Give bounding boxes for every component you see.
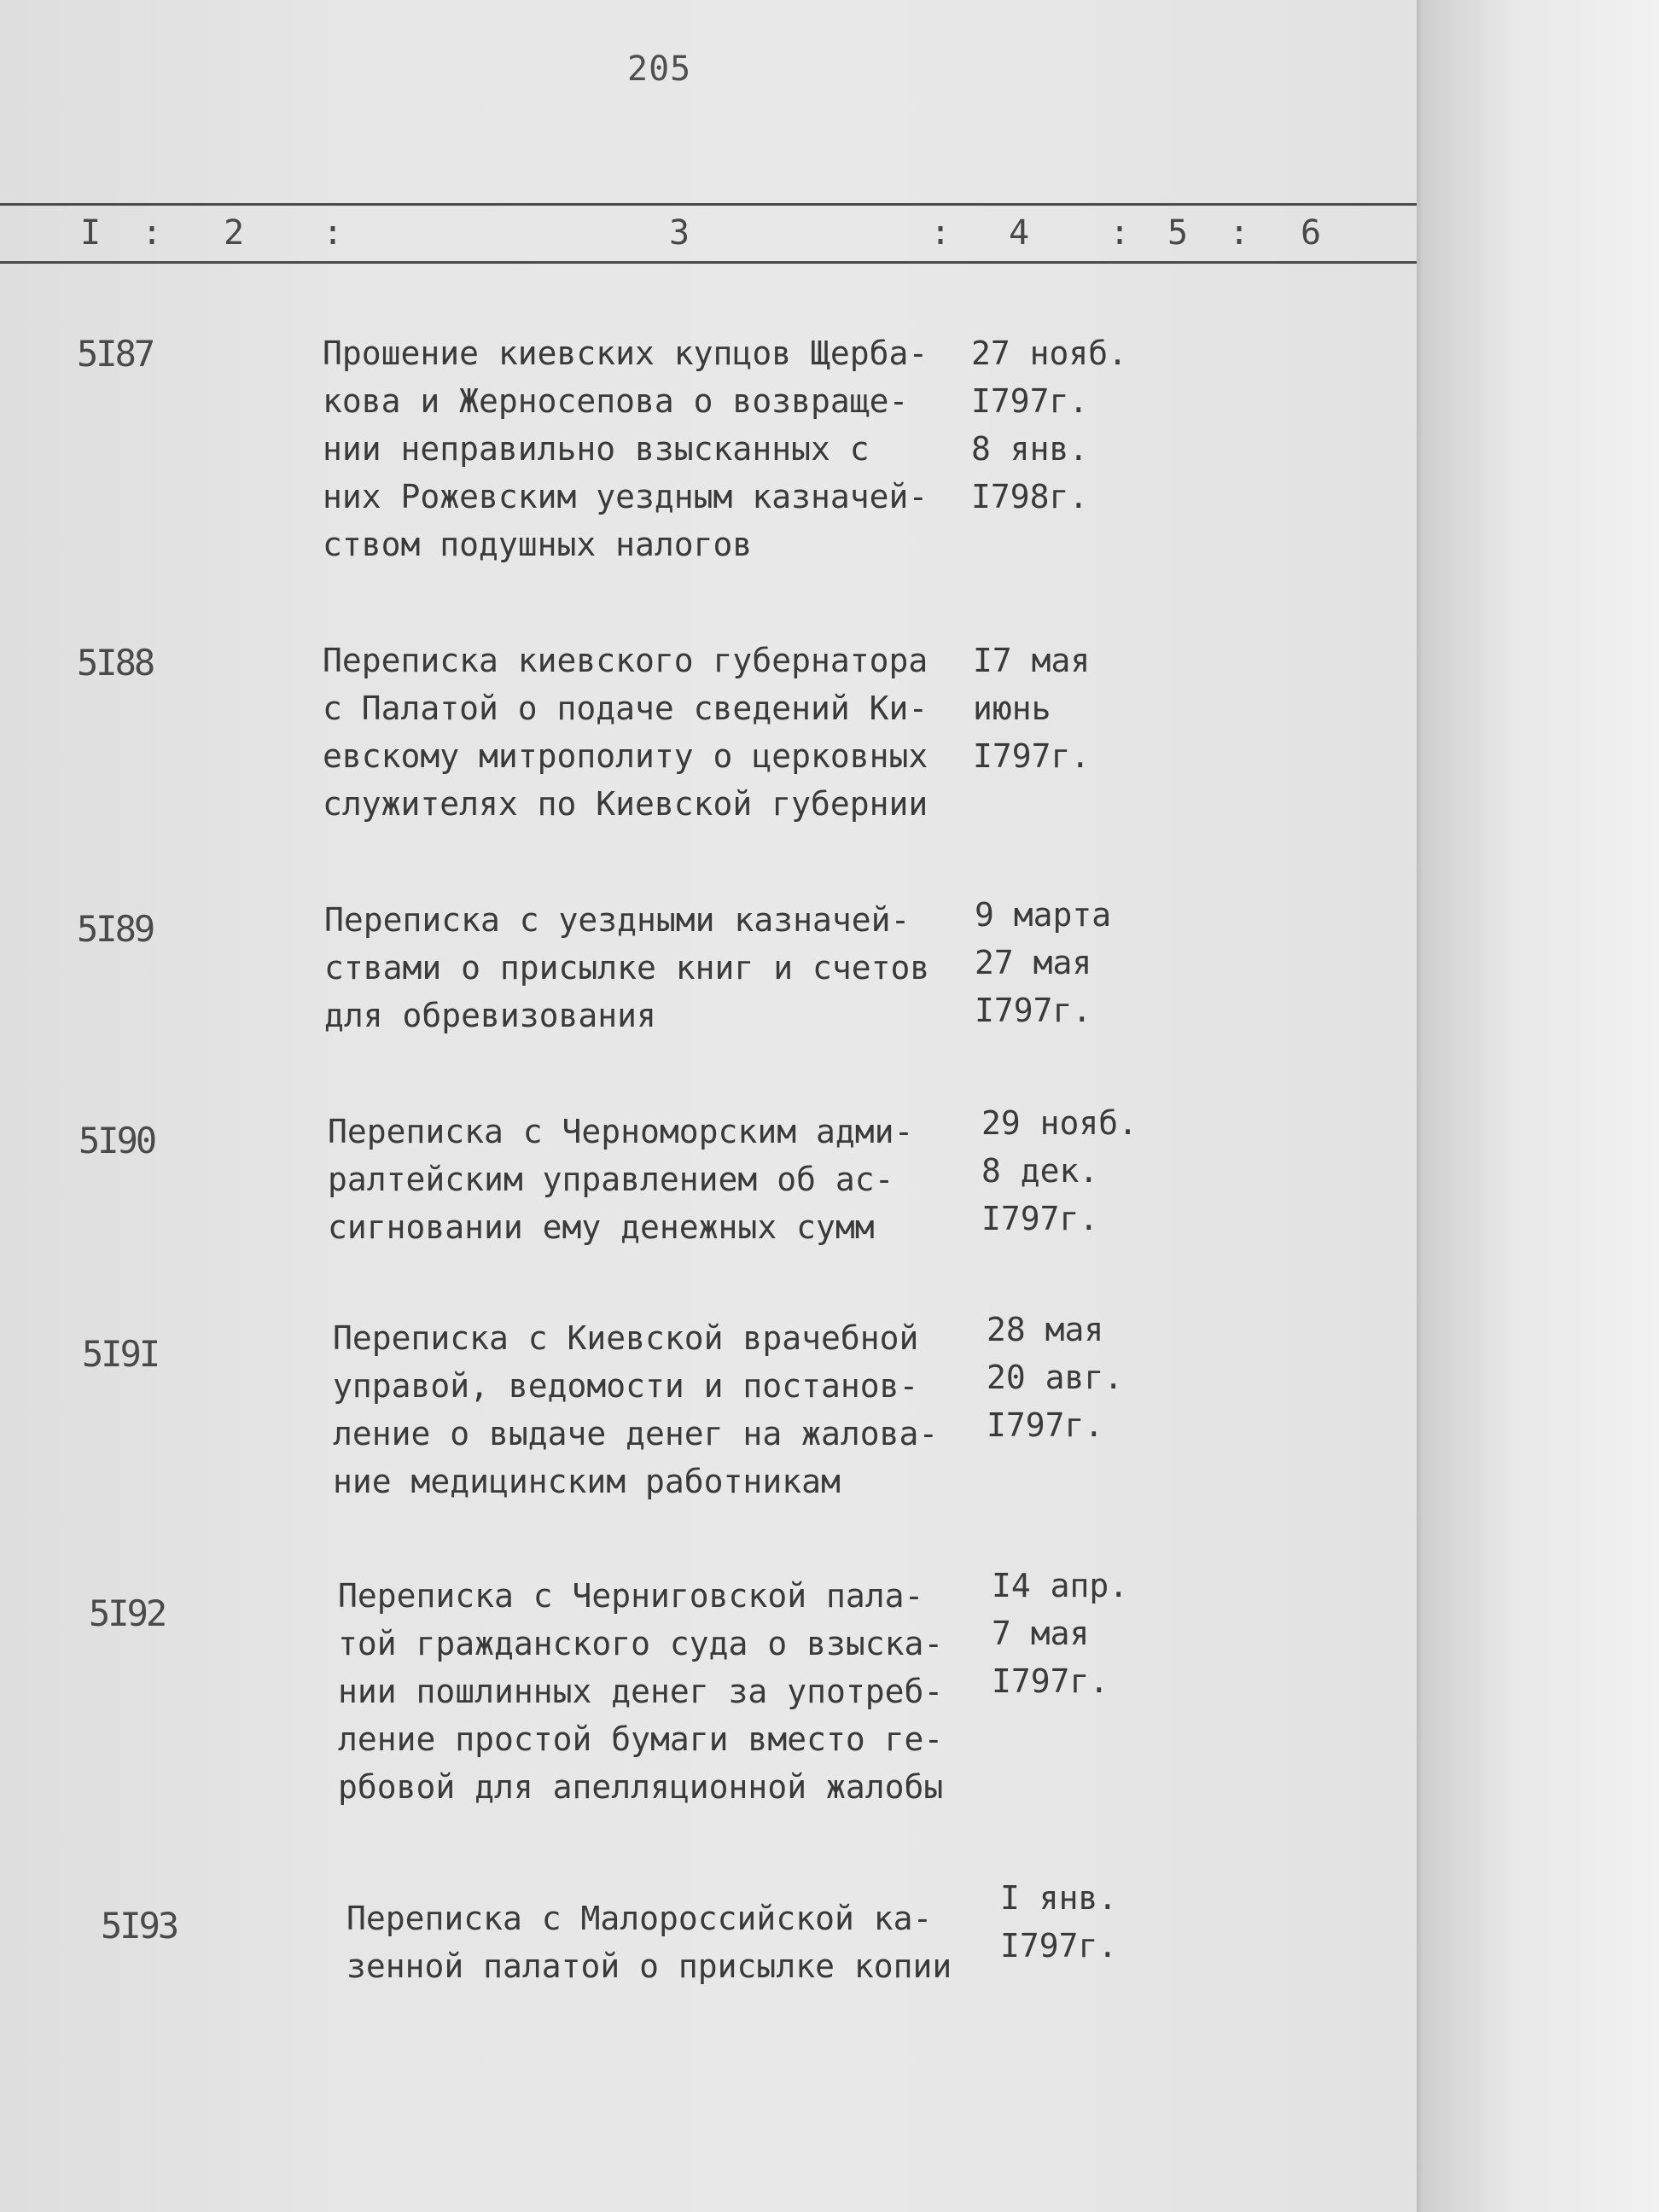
entry-number: 5I89 xyxy=(77,908,154,950)
entry-title xyxy=(323,637,928,828)
title-line: Переписка с Малороссийской ка- xyxy=(346,1900,933,1937)
title-line: Переписка киевского губернатора xyxy=(323,642,928,679)
title-line: ралтейским управлением об ас- xyxy=(328,1161,894,1198)
column-separator: : xyxy=(142,213,163,253)
date-line: 27 нояб. xyxy=(971,335,1128,372)
entry-dates xyxy=(971,329,1127,521)
date-line: 20 авг. xyxy=(987,1359,1124,1396)
date-line: 29 нояб. xyxy=(981,1104,1138,1142)
entry-title xyxy=(328,1108,913,1251)
title-line: Переписка с Черниговской пала- xyxy=(338,1577,924,1615)
title-line: них Рожевским уездным казначей- xyxy=(323,478,928,515)
title-line: Переписка с Киевской врачебной xyxy=(333,1319,919,1357)
title-line: нии пошлинных денег за употреб- xyxy=(338,1673,944,1710)
date-line: I797г. xyxy=(975,992,1092,1029)
entry-dates xyxy=(987,1306,1123,1449)
date-line: I798г. xyxy=(971,478,1089,515)
title-line: ление о выдаче денег на жалова- xyxy=(333,1415,939,1452)
header-rule-top xyxy=(0,203,1417,206)
entry-number: 5I87 xyxy=(77,333,154,375)
column-header-1: I xyxy=(80,213,102,253)
title-line: нии неправильно взысканных с xyxy=(323,430,870,468)
title-line: служителях по Киевской губернии xyxy=(323,785,928,823)
entry-number: 5I92 xyxy=(89,1592,166,1634)
title-line: рбовой для апелляционной жалобы xyxy=(338,1768,944,1806)
title-line: Переписка с уездными казначей- xyxy=(324,901,911,939)
entry-title xyxy=(323,329,928,568)
title-line: для обревизования xyxy=(324,997,656,1034)
entry-title xyxy=(346,1895,952,1990)
date-line: I797г. xyxy=(981,1200,1099,1237)
entry-title xyxy=(324,896,929,1039)
entry-dates xyxy=(975,891,1111,1034)
date-line: 8 янв. xyxy=(971,430,1089,468)
date-line: I7 мая xyxy=(973,642,1091,679)
entry-dates xyxy=(1000,1874,1117,1970)
entry-title xyxy=(338,1572,943,1811)
column-header-6: 6 xyxy=(1301,213,1322,253)
entry-dates xyxy=(973,637,1090,780)
date-line: 9 марта xyxy=(975,896,1112,934)
title-line: сигновании ему денежных сумм xyxy=(328,1208,875,1246)
date-line: I797г. xyxy=(987,1406,1104,1444)
date-line: I4 апр. xyxy=(992,1567,1129,1604)
title-line: с Палатой о подаче сведений Ки- xyxy=(323,690,928,727)
page-number: 205 xyxy=(627,49,692,89)
entry-number: 5I88 xyxy=(77,642,154,684)
column-header-5: 5 xyxy=(1167,213,1189,253)
column-separator: : xyxy=(1229,213,1250,253)
date-line: I797г. xyxy=(992,1662,1109,1700)
header-rule-bottom xyxy=(0,261,1417,264)
column-separator: : xyxy=(930,213,952,253)
date-line: 27 мая xyxy=(975,944,1092,981)
page-edge xyxy=(1417,0,1423,2212)
column-separator: : xyxy=(323,213,344,253)
column-header-3: 3 xyxy=(669,213,690,253)
title-line: ством подушных налогов xyxy=(323,526,753,563)
date-line: 8 дек. xyxy=(981,1152,1099,1190)
date-line: 7 мая xyxy=(992,1615,1090,1652)
column-header-4: 4 xyxy=(1009,213,1030,253)
date-line: июнь xyxy=(973,690,1051,727)
date-line: I янв. xyxy=(1000,1879,1118,1917)
entry-number: 5I90 xyxy=(79,1120,155,1161)
title-line: евскому митрополиту о церковных xyxy=(323,737,928,775)
title-line: ствами о присылке книг и счетов xyxy=(324,949,930,987)
title-line: ление простой бумаги вместо ге- xyxy=(338,1720,944,1758)
title-line: зенной палатой о присылке копии xyxy=(346,1947,952,1985)
entry-number: 5I93 xyxy=(101,1905,178,1947)
entry-title xyxy=(333,1314,938,1505)
entry-dates xyxy=(992,1562,1128,1705)
date-line: I797г. xyxy=(1000,1927,1118,1965)
date-line: 28 мая xyxy=(987,1311,1104,1348)
title-line: управой, ведомости и постанов- xyxy=(333,1367,919,1405)
date-line: I797г. xyxy=(971,382,1089,420)
underlying-page xyxy=(1423,0,1659,2212)
title-line: той гражданского суда о взыска- xyxy=(338,1625,944,1662)
title-line: Прошение киевских купцов Щерба- xyxy=(323,335,928,372)
title-line: Переписка с Черноморским адми- xyxy=(328,1113,914,1150)
column-header-2: 2 xyxy=(224,213,245,253)
column-separator: : xyxy=(1109,213,1131,253)
entry-dates xyxy=(981,1099,1138,1243)
title-line: ние медицинским работникам xyxy=(333,1463,841,1500)
title-line: кова и Жерносепова о возвраще- xyxy=(323,382,909,420)
date-line: I797г. xyxy=(973,737,1091,775)
entry-number: 5I9I xyxy=(82,1333,159,1375)
